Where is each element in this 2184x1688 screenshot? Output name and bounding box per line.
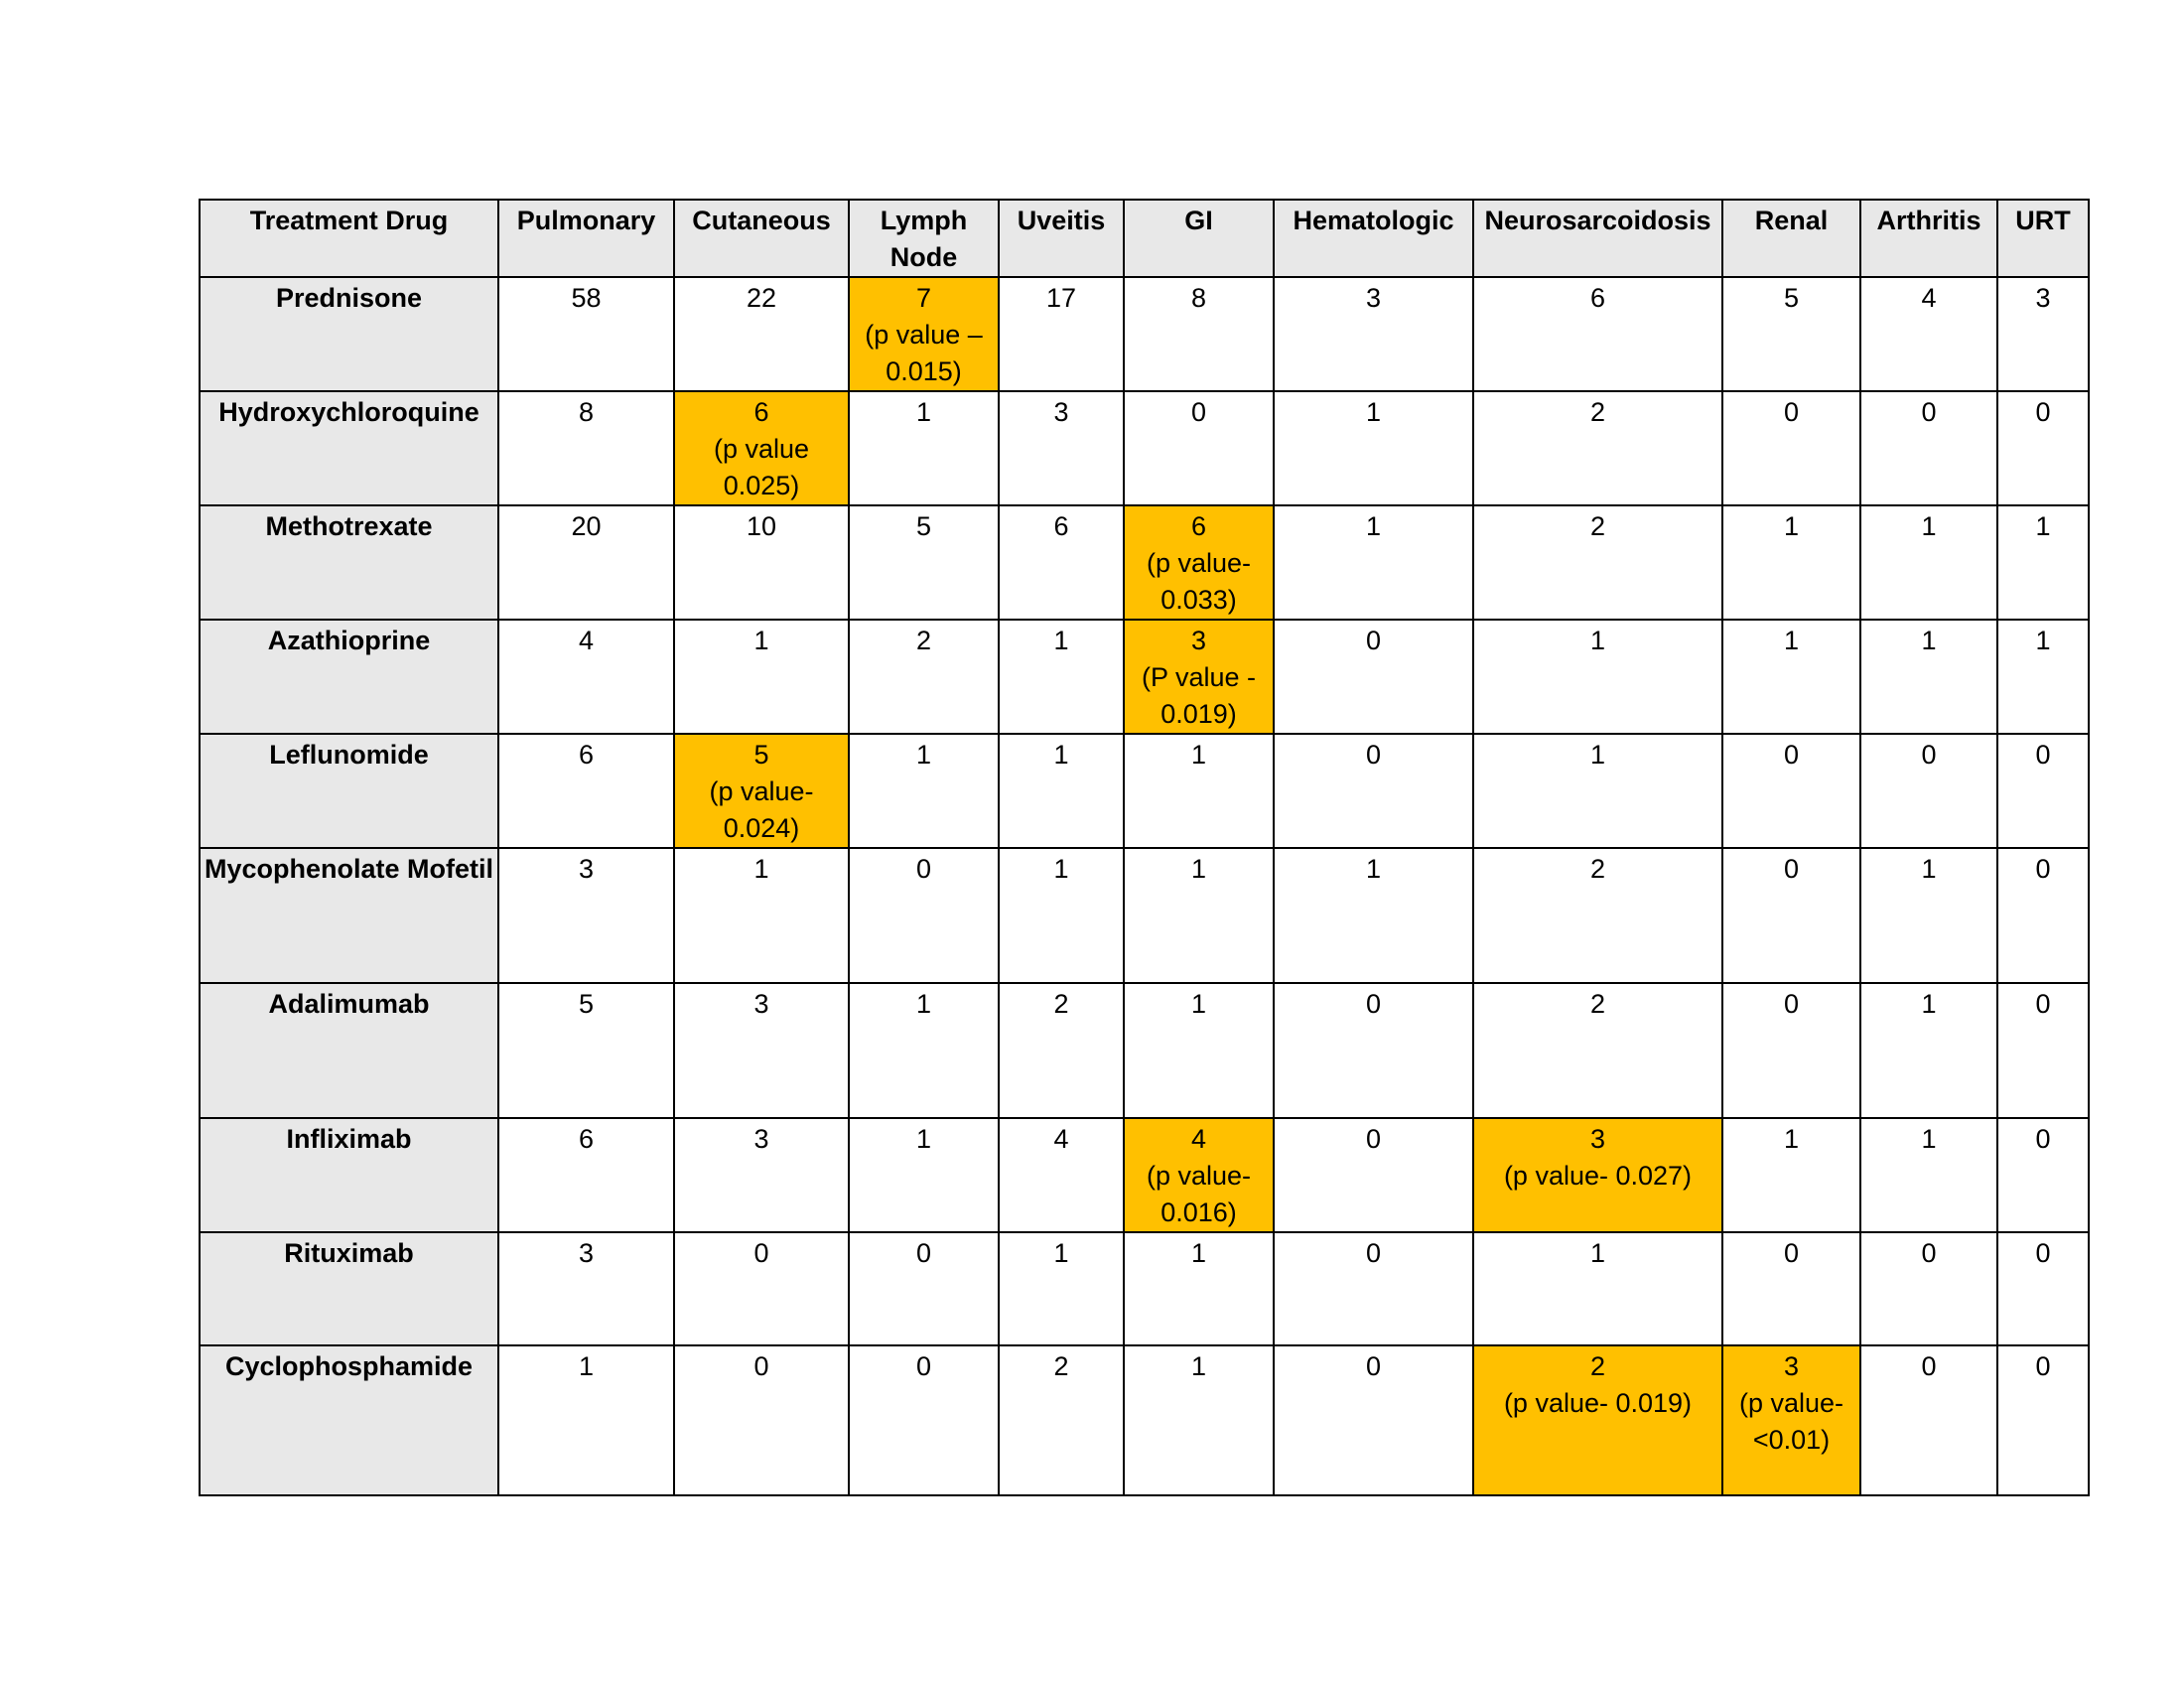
cell-lymph-node — [849, 1345, 999, 1495]
cell-count: 0 — [753, 1238, 769, 1268]
cell-arthritis — [1860, 277, 1997, 391]
cell-arthritis — [1860, 620, 1997, 734]
table-row-prednisone — [200, 277, 2089, 391]
table-body — [200, 277, 2089, 1495]
cell-count: 3 — [753, 989, 769, 1019]
cell-cutaneous — [674, 277, 849, 391]
cell-count: 1 — [1589, 1238, 1606, 1268]
cell-count: 5 — [915, 511, 932, 541]
cell-count: 0 — [2035, 854, 2051, 884]
column-header-cutaneous: Cutaneous — [674, 200, 849, 277]
cell-neurosarcoidosis — [1473, 734, 1722, 848]
cell-count: 0 — [1921, 1238, 1937, 1268]
table-row-methotrexate — [200, 505, 2089, 620]
cell-cutaneous — [674, 505, 849, 620]
cell-count: 0 — [2035, 1238, 2051, 1268]
cell-hematologic — [1274, 1232, 1473, 1345]
cell-arthritis — [1860, 983, 1997, 1118]
cell-count: 0 — [1783, 1238, 1800, 1268]
cell-hematologic — [1274, 1345, 1473, 1495]
cell-count: 2 — [1589, 1351, 1606, 1381]
cell-lymph-node — [849, 620, 999, 734]
cell-count: 2 — [1589, 854, 1606, 884]
cell-count: 2 — [1053, 1351, 1069, 1381]
cell-count: 1 — [1190, 1351, 1207, 1381]
cell-count: 0 — [915, 1351, 932, 1381]
cell-p-value-note: (p value 0.025) — [713, 434, 810, 500]
cell-lymph-node — [849, 1118, 999, 1232]
cell-cutaneous — [674, 1232, 849, 1345]
cell-neurosarcoidosis — [1473, 620, 1722, 734]
cell-count: 2 — [1589, 397, 1606, 427]
cell-count: 1 — [1053, 1238, 1069, 1268]
cell-p-value-note: (P value - 0.019) — [1141, 662, 1257, 729]
column-header-hematologic: Hematologic — [1274, 200, 1473, 277]
cell-count: 1 — [1365, 854, 1382, 884]
cell-count: 3 — [578, 1238, 595, 1268]
row-header-drug: Adalimumab — [200, 983, 498, 1118]
cell-count: 1 — [915, 989, 932, 1019]
results-table-container — [199, 199, 2090, 1496]
cell-urt — [1997, 1232, 2089, 1345]
cell-count: 1 — [1365, 397, 1382, 427]
cell-count: 6 — [578, 1124, 595, 1154]
cell-renal — [1722, 983, 1860, 1118]
cell-cutaneous — [674, 391, 849, 505]
cell-count: 3 — [578, 854, 595, 884]
row-header-drug: Methotrexate — [200, 505, 498, 620]
cell-neurosarcoidosis — [1473, 1118, 1722, 1232]
cell-lymph-node — [849, 391, 999, 505]
cell-p-value-note: (p value- 0.027) — [1503, 1161, 1693, 1191]
row-header-drug: Hydroxychloroquine — [200, 391, 498, 505]
cell-count: 0 — [2035, 397, 2051, 427]
cell-count: 0 — [753, 1351, 769, 1381]
cell-uveitis — [999, 391, 1124, 505]
cell-urt — [1997, 1345, 2089, 1495]
row-header-drug: Mycophenolate Mofetil — [200, 848, 498, 983]
cell-arthritis — [1860, 1345, 1997, 1495]
cell-count: 1 — [1921, 989, 1937, 1019]
cell-count: 1 — [1365, 511, 1382, 541]
cell-count: 1 — [1783, 1124, 1800, 1154]
cell-count: 0 — [1921, 740, 1937, 770]
cell-count: 8 — [578, 397, 595, 427]
cell-count: 0 — [1783, 740, 1800, 770]
row-header-drug: Prednisone — [200, 277, 498, 391]
cell-neurosarcoidosis — [1473, 1232, 1722, 1345]
row-header-drug: Rituximab — [200, 1232, 498, 1345]
cell-uveitis — [999, 1345, 1124, 1495]
table-row-cyclophosphamide — [200, 1345, 2089, 1495]
cell-count: 2 — [915, 626, 932, 655]
column-header-treatment-drug: Treatment Drug — [200, 200, 498, 277]
cell-count: 1 — [1589, 740, 1606, 770]
cell-count: 1 — [1053, 626, 1069, 655]
cell-count: 22 — [746, 283, 777, 313]
cell-gi — [1124, 734, 1274, 848]
header-row — [200, 200, 2089, 277]
cell-count: 1 — [1190, 1238, 1207, 1268]
cell-neurosarcoidosis — [1473, 505, 1722, 620]
column-header-renal: Renal — [1722, 200, 1860, 277]
cell-uveitis — [999, 1118, 1124, 1232]
cell-count: 0 — [2035, 1351, 2051, 1381]
cell-gi — [1124, 1232, 1274, 1345]
table-row-azathioprine — [200, 620, 2089, 734]
cell-renal — [1722, 620, 1860, 734]
cell-gi — [1124, 1345, 1274, 1495]
cell-renal — [1722, 1118, 1860, 1232]
cell-uveitis — [999, 734, 1124, 848]
cell-renal — [1722, 1345, 1860, 1495]
cell-count: 2 — [1589, 989, 1606, 1019]
cell-pulmonary — [498, 848, 674, 983]
cell-count: 3 — [1589, 1124, 1606, 1154]
cell-uveitis — [999, 620, 1124, 734]
cell-count: 1 — [915, 397, 932, 427]
cell-renal — [1722, 505, 1860, 620]
cell-count: 0 — [1365, 1124, 1382, 1154]
cell-lymph-node — [849, 277, 999, 391]
cell-count: 4 — [1921, 283, 1937, 313]
cell-count: 0 — [915, 1238, 932, 1268]
cell-count: 1 — [1053, 740, 1069, 770]
cell-hematologic — [1274, 391, 1473, 505]
cell-p-value-note: (p value-0.016) — [1146, 1161, 1252, 1227]
cell-count: 6 — [1589, 283, 1606, 313]
cell-count: 2 — [1053, 989, 1069, 1019]
cell-lymph-node — [849, 505, 999, 620]
column-header-urt: URT — [1997, 200, 2089, 277]
cell-count: 1 — [1921, 854, 1937, 884]
table-row-mycophenolate-mofetil — [200, 848, 2089, 983]
cell-count: 1 — [2035, 511, 2051, 541]
cell-hematologic — [1274, 1118, 1473, 1232]
cell-hematologic — [1274, 848, 1473, 983]
cell-arthritis — [1860, 505, 1997, 620]
cell-pulmonary — [498, 1118, 674, 1232]
cell-neurosarcoidosis — [1473, 1345, 1722, 1495]
cell-count: 1 — [753, 626, 769, 655]
cell-count: 1 — [1589, 626, 1606, 655]
cell-urt — [1997, 391, 2089, 505]
cell-count: 6 — [578, 740, 595, 770]
cell-count: 5 — [1783, 283, 1800, 313]
cell-count: 6 — [753, 397, 769, 427]
cell-count: 1 — [2035, 626, 2051, 655]
cell-count: 0 — [1783, 854, 1800, 884]
cell-count: 0 — [1365, 1238, 1382, 1268]
cell-neurosarcoidosis — [1473, 391, 1722, 505]
cell-count: 5 — [753, 740, 769, 770]
table-row-hydroxychloroquine — [200, 391, 2089, 505]
cell-count: 1 — [1053, 854, 1069, 884]
column-header-neurosarcoidosis: Neurosarcoidosis — [1473, 200, 1722, 277]
cell-pulmonary — [498, 734, 674, 848]
cell-count: 0 — [915, 854, 932, 884]
cell-uveitis — [999, 1232, 1124, 1345]
cell-count: 0 — [2035, 740, 2051, 770]
cell-count: 10 — [746, 511, 777, 541]
table-row-leflunomide — [200, 734, 2089, 848]
cell-count: 1 — [915, 740, 932, 770]
cell-p-value-note: (p value-<0.01) — [1738, 1388, 1844, 1455]
cell-pulmonary — [498, 391, 674, 505]
cell-count: 0 — [1365, 1351, 1382, 1381]
cell-pulmonary — [498, 620, 674, 734]
cell-count: 5 — [578, 989, 595, 1019]
cell-cutaneous — [674, 1118, 849, 1232]
row-header-drug: Infliximab — [200, 1118, 498, 1232]
cell-neurosarcoidosis — [1473, 848, 1722, 983]
cell-lymph-node — [849, 983, 999, 1118]
cell-count: 20 — [571, 511, 602, 541]
cell-cutaneous — [674, 734, 849, 848]
cell-hematologic — [1274, 734, 1473, 848]
column-header-uveitis: Uveitis — [999, 200, 1124, 277]
cell-count: 3 — [753, 1124, 769, 1154]
cell-urt — [1997, 848, 2089, 983]
cell-lymph-node — [849, 1232, 999, 1345]
cell-cutaneous — [674, 848, 849, 983]
cell-count: 0 — [1921, 1351, 1937, 1381]
cell-count: 3 — [1365, 283, 1382, 313]
cell-count: 0 — [1921, 397, 1937, 427]
cell-neurosarcoidosis — [1473, 277, 1722, 391]
cell-count: 1 — [1190, 740, 1207, 770]
cell-gi — [1124, 391, 1274, 505]
cell-count: 1 — [915, 1124, 932, 1154]
cell-hematologic — [1274, 983, 1473, 1118]
column-header-lymph-node: Lymph Node — [849, 200, 999, 277]
cell-count: 6 — [1053, 511, 1069, 541]
cell-hematologic — [1274, 505, 1473, 620]
cell-gi — [1124, 620, 1274, 734]
cell-hematologic — [1274, 277, 1473, 391]
cell-p-value-note: (p value-0.024) — [709, 776, 814, 843]
cell-renal — [1722, 277, 1860, 391]
cell-count: 1 — [1190, 989, 1207, 1019]
cell-count: 4 — [1190, 1124, 1207, 1154]
cell-count: 1 — [1783, 626, 1800, 655]
cell-renal — [1722, 1232, 1860, 1345]
cell-arthritis — [1860, 848, 1997, 983]
cell-lymph-node — [849, 848, 999, 983]
cell-cutaneous — [674, 620, 849, 734]
cell-pulmonary — [498, 277, 674, 391]
cell-p-value-note: (p value- 0.019) — [1503, 1388, 1693, 1418]
cell-count: 3 — [1053, 397, 1069, 427]
cell-urt — [1997, 734, 2089, 848]
table-row-infliximab — [200, 1118, 2089, 1232]
cell-count: 3 — [1783, 1351, 1800, 1381]
column-header-gi: GI — [1124, 200, 1274, 277]
cell-gi — [1124, 983, 1274, 1118]
cell-count: 0 — [1365, 626, 1382, 655]
cell-count: 8 — [1190, 283, 1207, 313]
cell-urt — [1997, 620, 2089, 734]
cell-gi — [1124, 277, 1274, 391]
cell-urt — [1997, 983, 2089, 1118]
cell-count: 0 — [1365, 740, 1382, 770]
cell-urt — [1997, 1118, 2089, 1232]
cell-hematologic — [1274, 620, 1473, 734]
cell-count: 1 — [1783, 511, 1800, 541]
cell-cutaneous — [674, 983, 849, 1118]
cell-count: 0 — [2035, 1124, 2051, 1154]
cell-lymph-node — [849, 734, 999, 848]
cell-uveitis — [999, 277, 1124, 391]
cell-arthritis — [1860, 734, 1997, 848]
cell-count: 0 — [1783, 397, 1800, 427]
cell-gi — [1124, 505, 1274, 620]
table-row-adalimumab — [200, 983, 2089, 1118]
cell-p-value-note: (p value-0.033) — [1146, 548, 1252, 615]
cell-count: 6 — [1190, 511, 1207, 541]
cell-gi — [1124, 848, 1274, 983]
cell-count: 0 — [1365, 989, 1382, 1019]
row-header-drug: Azathioprine — [200, 620, 498, 734]
cell-pulmonary — [498, 505, 674, 620]
cell-count: 2 — [1589, 511, 1606, 541]
table-row-rituximab — [200, 1232, 2089, 1345]
cell-urt — [1997, 505, 2089, 620]
cell-gi — [1124, 1118, 1274, 1232]
cell-count: 1 — [1190, 854, 1207, 884]
cell-count: 4 — [1053, 1124, 1069, 1154]
cell-count: 1 — [1921, 1124, 1937, 1154]
cell-count: 3 — [1190, 626, 1207, 655]
cell-renal — [1722, 734, 1860, 848]
cell-count: 0 — [1783, 989, 1800, 1019]
cell-count: 1 — [1921, 511, 1937, 541]
column-header-pulmonary: Pulmonary — [498, 200, 674, 277]
cell-renal — [1722, 391, 1860, 505]
cell-count: 58 — [571, 283, 602, 313]
cell-count: 4 — [578, 626, 595, 655]
cell-count: 7 — [915, 283, 932, 313]
cell-arthritis — [1860, 391, 1997, 505]
cell-count: 0 — [1190, 397, 1207, 427]
cell-count: 1 — [753, 854, 769, 884]
row-header-drug: Leflunomide — [200, 734, 498, 848]
cell-pulmonary — [498, 1345, 674, 1495]
cell-cutaneous — [674, 1345, 849, 1495]
column-header-arthritis: Arthritis — [1860, 200, 1997, 277]
cell-uveitis — [999, 848, 1124, 983]
cell-count: 1 — [578, 1351, 595, 1381]
cell-arthritis — [1860, 1232, 1997, 1345]
row-header-drug: Cyclophosphamide — [200, 1345, 498, 1495]
cell-count: 1 — [1921, 626, 1937, 655]
cell-urt — [1997, 277, 2089, 391]
cell-arthritis — [1860, 1118, 1997, 1232]
cell-neurosarcoidosis — [1473, 983, 1722, 1118]
cell-count: 17 — [1045, 283, 1077, 313]
cell-renal — [1722, 848, 1860, 983]
cell-pulmonary — [498, 983, 674, 1118]
cell-pulmonary — [498, 1232, 674, 1345]
cell-uveitis — [999, 505, 1124, 620]
cell-p-value-note: (p value – 0.015) — [865, 320, 983, 386]
cell-count: 0 — [2035, 989, 2051, 1019]
cell-uveitis — [999, 983, 1124, 1118]
treatment-organ-table — [199, 199, 2090, 1496]
cell-count: 3 — [2035, 283, 2051, 313]
